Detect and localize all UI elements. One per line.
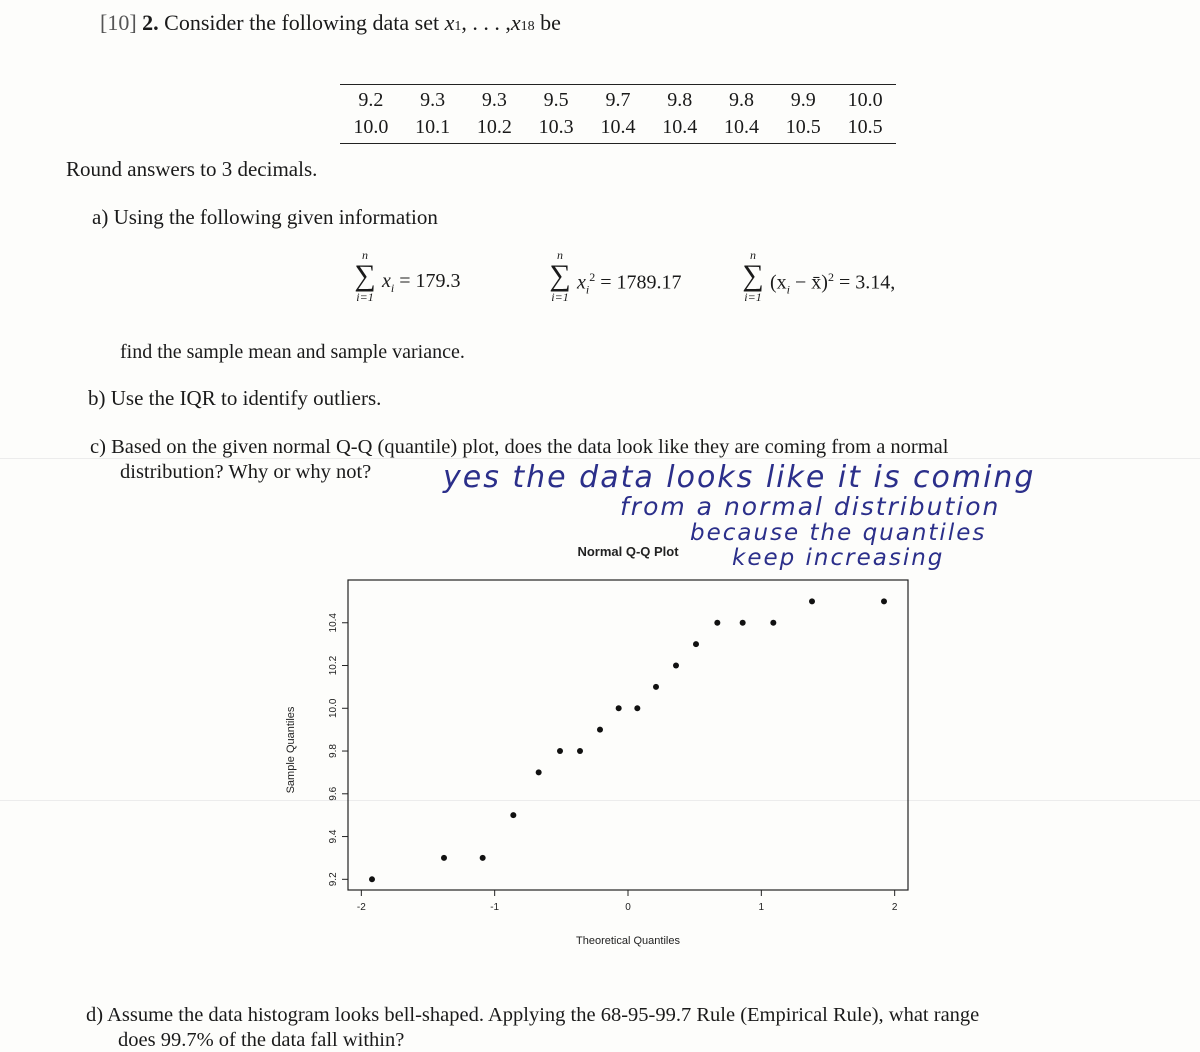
handwritten-answer-line4: keep increasing (732, 545, 945, 571)
data-table-cell: 9.5 (543, 89, 569, 111)
y-tick-label: 9.8 (328, 744, 339, 758)
qq-point (809, 598, 815, 604)
data-table-cell: 10.4 (600, 116, 636, 138)
qq-point (480, 855, 486, 861)
qq-point (740, 620, 746, 626)
data-table-cell: 10.3 (538, 116, 574, 138)
data-table-cell: 9.8 (667, 89, 693, 111)
sum2-value: = 1789.17 (600, 271, 682, 294)
qq-point (510, 812, 516, 818)
part-c-question-line1 (90, 436, 1180, 459)
chart-title: Normal Q-Q Plot (577, 544, 679, 559)
sum-upper: n (362, 248, 368, 262)
data-table-cell: 10.1 (415, 116, 451, 138)
data-table-cell: 10.0 (353, 116, 389, 138)
data-table-cell: 10.2 (476, 116, 512, 138)
data-table-cell: 9.3 (481, 89, 507, 111)
problem-header (100, 10, 561, 36)
plot-frame (348, 580, 908, 890)
sum3-sub: i (786, 282, 791, 297)
qq-plot (270, 530, 930, 960)
qq-point (881, 598, 887, 604)
part-b-label: b) (88, 386, 106, 410)
sub-first: 1 (454, 19, 462, 34)
qq-point (441, 855, 447, 861)
y-axis (328, 613, 348, 887)
qq-point (557, 748, 563, 754)
problem-intro: Consider the following data set (164, 10, 440, 35)
qq-point (693, 641, 699, 647)
qq-point (616, 705, 622, 711)
handwritten-answer-line3: because the quantiles (690, 520, 987, 546)
y-tick-label: 10.4 (328, 613, 339, 633)
data-table-cell: 9.8 (728, 89, 754, 111)
sum3-mid: − x̄) (790, 271, 828, 294)
data-table-cell: 10.5 (847, 116, 883, 138)
problem-tail: be (540, 10, 561, 35)
x-tick-label: 2 (891, 902, 898, 913)
part-d-text-1: Assume the data histogram looks bell-shaped. Applying the 68-95-99.7 Rule (Empirical Rule), what range (107, 1004, 980, 1026)
sub-last: 18 (520, 19, 535, 34)
handwritten-answer-line2: from a normal distribution (620, 492, 1001, 521)
sum3-value: = 3.14, (833, 271, 896, 294)
x-tick-label: -1 (490, 902, 500, 913)
sum2-var: x (577, 271, 586, 294)
part-d-label: d) (86, 1004, 104, 1026)
var-first: x (444, 10, 455, 35)
part-b-text: Use the IQR to identify outliers. (110, 386, 382, 410)
qq-point (770, 620, 776, 626)
x-tick-label: 0 (625, 902, 631, 913)
problem-number: 2. (142, 10, 159, 35)
data-table (340, 84, 896, 144)
sum1-sub: i (390, 281, 395, 295)
y-tick-label: 10.0 (328, 698, 339, 719)
sum1-var: x (382, 270, 391, 292)
data-table-cell: 9.2 (358, 89, 384, 111)
var-last: x (510, 10, 521, 35)
sum-upper: n (557, 248, 563, 262)
part-a-text: Using the following given information (113, 205, 438, 229)
x-tick-label: 1 (758, 902, 765, 913)
dots: , . . . , (461, 10, 511, 35)
x-axis-label: Theoretical Quantiles (576, 935, 680, 947)
qq-point (577, 748, 583, 754)
part-a-label: a) (92, 205, 109, 229)
sum-lower: i=1 (551, 290, 569, 304)
data-table-cell: 10.4 (723, 116, 759, 138)
y-tick-label: 9.2 (328, 872, 339, 887)
sum2-sup: 2 (589, 270, 596, 284)
handwritten-answer-line1: yes the data looks like it is coming (443, 460, 1036, 495)
formula-sum-x-squared: n ∑ i=1 $x_i^2 = 1789.17$ (545, 248, 725, 328)
sum2-sub: i (585, 282, 590, 297)
x-tick-label: -2 (356, 902, 366, 913)
data-table-cell: 10.4 (662, 116, 698, 138)
data-table-row (340, 114, 896, 144)
data-table-cell: 9.3 (420, 89, 446, 111)
part-c-label: c) (90, 436, 106, 458)
data-table-cell: 10.0 (847, 89, 883, 111)
part-c-question-line2: distribution? Why or why not? (120, 461, 372, 483)
x-axis (357, 890, 898, 913)
formula-sum-x: n ∑ i=1 $x_i = 179.3$ (350, 248, 510, 328)
data-table-cell: 9.7 (605, 89, 631, 111)
part-d-question-line1 (86, 1004, 1176, 1027)
qq-point (536, 769, 542, 775)
y-tick-label: 9.4 (328, 829, 339, 844)
part-b-question (88, 386, 381, 411)
data-points (369, 598, 887, 882)
y-tick-label: 10.2 (328, 655, 339, 676)
y-tick-label: 9.6 (328, 786, 339, 801)
qq-point (653, 684, 659, 690)
sum3-expr: (x (770, 271, 787, 294)
part-d-question-line2: does 99.7% of the data fall within? (118, 1029, 405, 1051)
y-axis-label: Sample Quantiles (285, 706, 297, 794)
points-label: [10] (100, 10, 137, 35)
sum-upper: n (750, 248, 756, 262)
sum3-sup: 2 (827, 270, 834, 284)
data-table-cell: 10.5 (785, 116, 821, 138)
part-a-question (92, 205, 438, 230)
qq-point (597, 727, 603, 733)
qq-point (714, 620, 720, 626)
data-table-row (340, 85, 896, 115)
qq-point (369, 876, 375, 882)
data-table-cell: 9.9 (790, 89, 816, 111)
sum-lower: i=1 (744, 290, 762, 304)
part-a-find: find the sample mean and sample variance. (120, 341, 465, 363)
formula-sum-squared-deviations: n ∑ i=1 ($x_i$ − x̄)$^2$ = 3.14, (738, 248, 958, 328)
sum-lower: i=1 (356, 290, 374, 304)
part-c-text-1: Based on the given normal Q-Q (quantile) plot, does the data look like they are coming from a normal (111, 436, 949, 458)
sum1-value: = 179.3 (399, 270, 461, 292)
qq-point (634, 705, 640, 711)
round-note: Round answers to 3 decimals. (66, 157, 318, 181)
qq-point (673, 663, 679, 669)
